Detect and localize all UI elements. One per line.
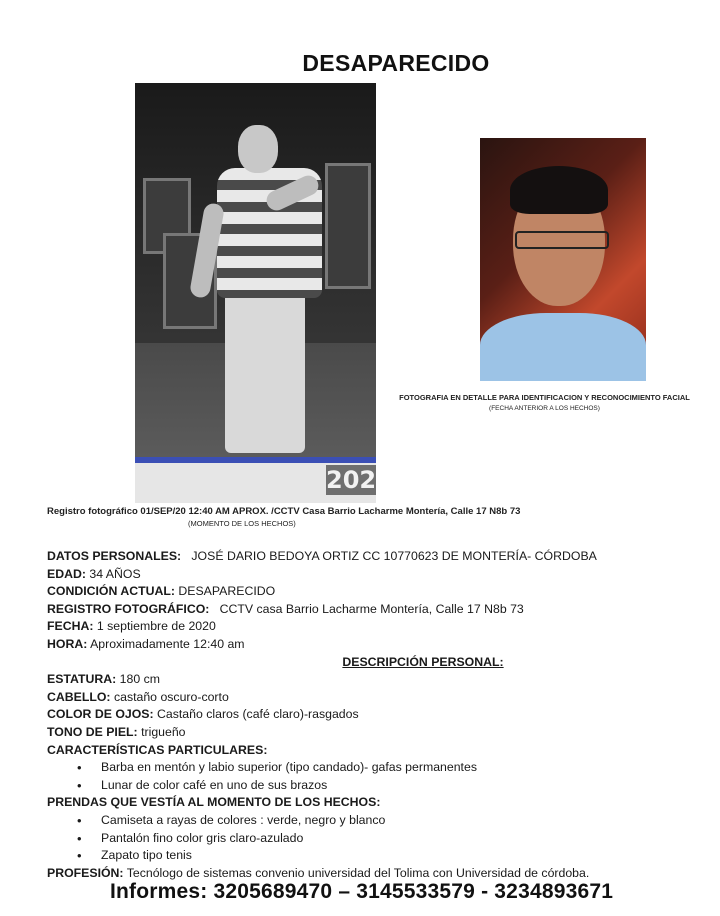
profesion-value: Tecnólogo de sistemas convenio universidad del Tolima con Universidad de córdoba. (126, 865, 590, 880)
list-item: • Zapato tipo tenis (101, 847, 687, 865)
registro-value: CCTV casa Barrio Lacharme Montería, Calle 17 N8b 73 (219, 601, 524, 616)
hora-label: HORA: (47, 636, 88, 651)
estatura-value: 180 cm (119, 672, 160, 687)
cabello-row (47, 689, 687, 707)
cctv-photo (135, 83, 376, 503)
condicion-value: DESAPARECIDO (178, 584, 276, 599)
prendas-label: PRENDAS QUE VESTÍA AL MOMENTO DE LOS HECHOS: (47, 795, 381, 810)
hora-row (47, 636, 687, 654)
ojos-label: COLOR DE OJOS: (47, 707, 154, 722)
list-item: • Pantalón fino color gris claro-azulado (101, 830, 687, 848)
cabello-label: CABELLO: (47, 689, 111, 704)
list-item: • Barba en mentón y labio superior (tipo candado)- gafas permanentes (101, 759, 687, 777)
piel-row (47, 724, 687, 742)
caracteristicas-label: CARACTERÍSTICAS PARTICULARES: (47, 742, 268, 757)
portrait-hair (510, 166, 608, 214)
hora-value: Aproximadamente 12:40 am (90, 636, 245, 651)
registro-label: REGISTRO FOTOGRÁFICO: (47, 601, 210, 616)
fecha-label: FECHA: (47, 619, 94, 634)
estatura-label: ESTATURA: (47, 672, 117, 687)
profesion-label: PROFESIÓN: (47, 865, 124, 880)
portrait-photo (480, 138, 646, 381)
cabello-value: castaño oscuro-corto (113, 689, 229, 704)
edad-label: EDAD: (47, 566, 86, 581)
datos-label: DATOS PERSONALES: (47, 549, 182, 563)
datos-value: JOSÉ DARIO BEDOYA ORTIZ CC 10770623 DE MONTERÍA- CÓRDOBA (191, 549, 597, 563)
contact-phones: Informes: 3205689470 – 3145533579 - 3234893671 (110, 880, 614, 903)
portrait-shirt (480, 313, 646, 381)
condicion-row (47, 583, 687, 601)
person-pants (225, 293, 305, 453)
portrait-caption-line2: (FECHA ANTERIOR A LOS HECHOS) (489, 405, 600, 412)
portrait-glasses (515, 231, 609, 249)
poster-title: DESAPARECIDO (302, 50, 490, 76)
registro-row (47, 601, 687, 619)
list-item: • Camiseta a rayas de colores : verde, negro y blanco (101, 812, 687, 830)
edad-value: 34 AÑOS (89, 566, 141, 581)
person-head (238, 125, 278, 173)
caracteristicas-row (47, 742, 687, 760)
datos-row (47, 548, 687, 566)
condicion-label: CONDICIÓN ACTUAL: (47, 584, 175, 599)
piel-label: TONO DE PIEL: (47, 724, 138, 739)
ojos-row (47, 706, 687, 724)
portrait-caption-line1: FOTOGRAFIA EN DETALLE PARA IDENTIFICACION Y RECONOCIMIENTO FACIAL (399, 393, 690, 402)
portrait-caption (386, 393, 703, 412)
cctv-caption-line2: (MOMENTO DE LOS HECHOS) (188, 519, 296, 528)
estatura-row (47, 671, 687, 689)
list-item: • Lunar de color café en uno de sus brazos (101, 777, 687, 795)
piel-value: trigueño (141, 724, 186, 739)
cctv-caption-line1: Registro fotográfico 01/SEP/20 12:40 AM APROX. /CCTV Casa Barrio Lacharme Montería, Calle 17 N8b 73 (47, 506, 521, 517)
cctv-caption (47, 506, 520, 528)
fecha-value: 1 septiembre de 2020 (96, 619, 216, 634)
prendas-row (47, 794, 687, 812)
chair-shape (325, 163, 371, 289)
caracteristicas-list (47, 759, 687, 794)
info-section (47, 548, 687, 882)
edad-row (47, 566, 687, 584)
ojos-value: Castaño claros (café claro)-rasgados (157, 707, 359, 722)
prendas-list (47, 812, 687, 865)
camera-label: 202 (326, 466, 376, 494)
description-heading: DESCRIPCIÓN PERSONAL: (342, 654, 504, 669)
fecha-row (47, 618, 687, 636)
